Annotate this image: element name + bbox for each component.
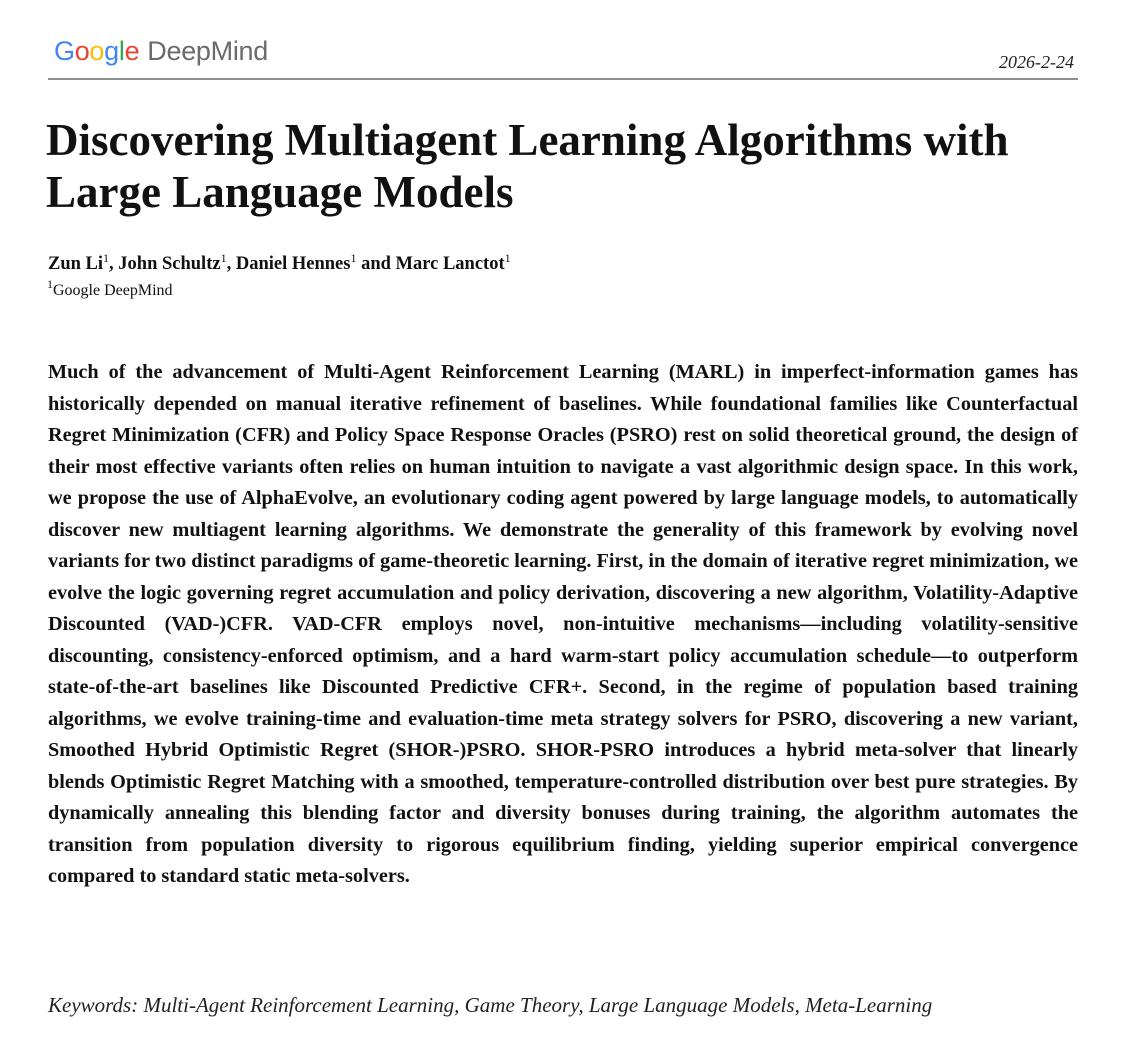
author-affiliation-mark: 1 bbox=[504, 251, 511, 265]
author-affiliation-mark: 1 bbox=[350, 251, 357, 265]
author-separator: , bbox=[226, 254, 236, 274]
affiliation-name: Google DeepMind bbox=[53, 282, 173, 299]
publication-date: 2026-2-24 bbox=[999, 52, 1074, 72]
page-header bbox=[48, 32, 1078, 80]
author-name: Daniel Hennes bbox=[235, 254, 351, 274]
author-name: Marc Lanctot bbox=[395, 254, 505, 274]
google-deepmind-logo bbox=[54, 36, 268, 67]
keywords-line: Keywords: Multi-Agent Reinforcement Learning, Game Theory, Large Language Models, Meta-Learning bbox=[48, 993, 933, 1017]
paper-title: Discovering Multiagent Learning Algorithms with Large Language Models bbox=[46, 115, 1009, 217]
author-affiliation-mark: 1 bbox=[103, 251, 110, 265]
logo-deepmind-text: DeepMind bbox=[147, 36, 268, 66]
author-separator: and bbox=[356, 254, 396, 274]
author-separator: , bbox=[109, 254, 119, 274]
abstract-text: Much of the advancement of Multi-Agent Reinforcement Learning (MARL) in imperfect-information games has historically depended on manual iterative refinement of baselines. While foundational families like Counterfactual Regret Minimization (CFR) and Policy Space Response Oracles (PSRO) rest on solid theoretical ground, the design of their most effective variants often relies on human intuition to navigate a vast algorithmic design space. In this work, we propose the use of AlphaEvolve, an evolutionary coding agent powered by large language models, to automatically discover new multiagent learning algorithms. We demonstrate the generality of this framework by evolving novel variants for two distinct paradigms of game-theoretic learning. First, in the domain of iterative regret minimization, we evolve the logic governing regret accumulation and policy derivation, discovering a new algorithm, Volatility-Adaptive Discounted (VAD-)CFR. VAD-CFR employs novel, non-intuitive mechanisms—including volatility-sensitive discounting, consistency-enforced optimism, and a hard warm-start policy accumulation schedule—to outperform state-of-the-art baselines like Discounted Predictive CFR+. Second, in the regime of population based training algorithms, we evolve training-time and evaluation-time meta strategy solvers for PSRO, discovering a new variant, Smoothed Hybrid Optimistic Regret (SHOR-)PSRO. SHOR-PSRO introduces a hybrid meta-solver that linearly blends Optimistic Regret Matching with a smoothed, temperature-controlled distribution over best pure strategies. By dynamically annealing this blending factor and diversity bonuses during training, the algorithm automates the transition from population diversity to rigorous equilibrium finding, yielding superior empirical convergence compared to standard static meta-solvers. bbox=[48, 361, 1078, 887]
affiliation-mark: 1 bbox=[47, 277, 53, 291]
author-name: Zun Li bbox=[48, 254, 104, 274]
author-name: John Schultz bbox=[118, 254, 221, 274]
logo-google-text: Google bbox=[54, 36, 140, 66]
affiliation bbox=[47, 277, 173, 300]
author-list bbox=[48, 251, 511, 275]
author-affiliation-mark: 1 bbox=[220, 251, 227, 265]
